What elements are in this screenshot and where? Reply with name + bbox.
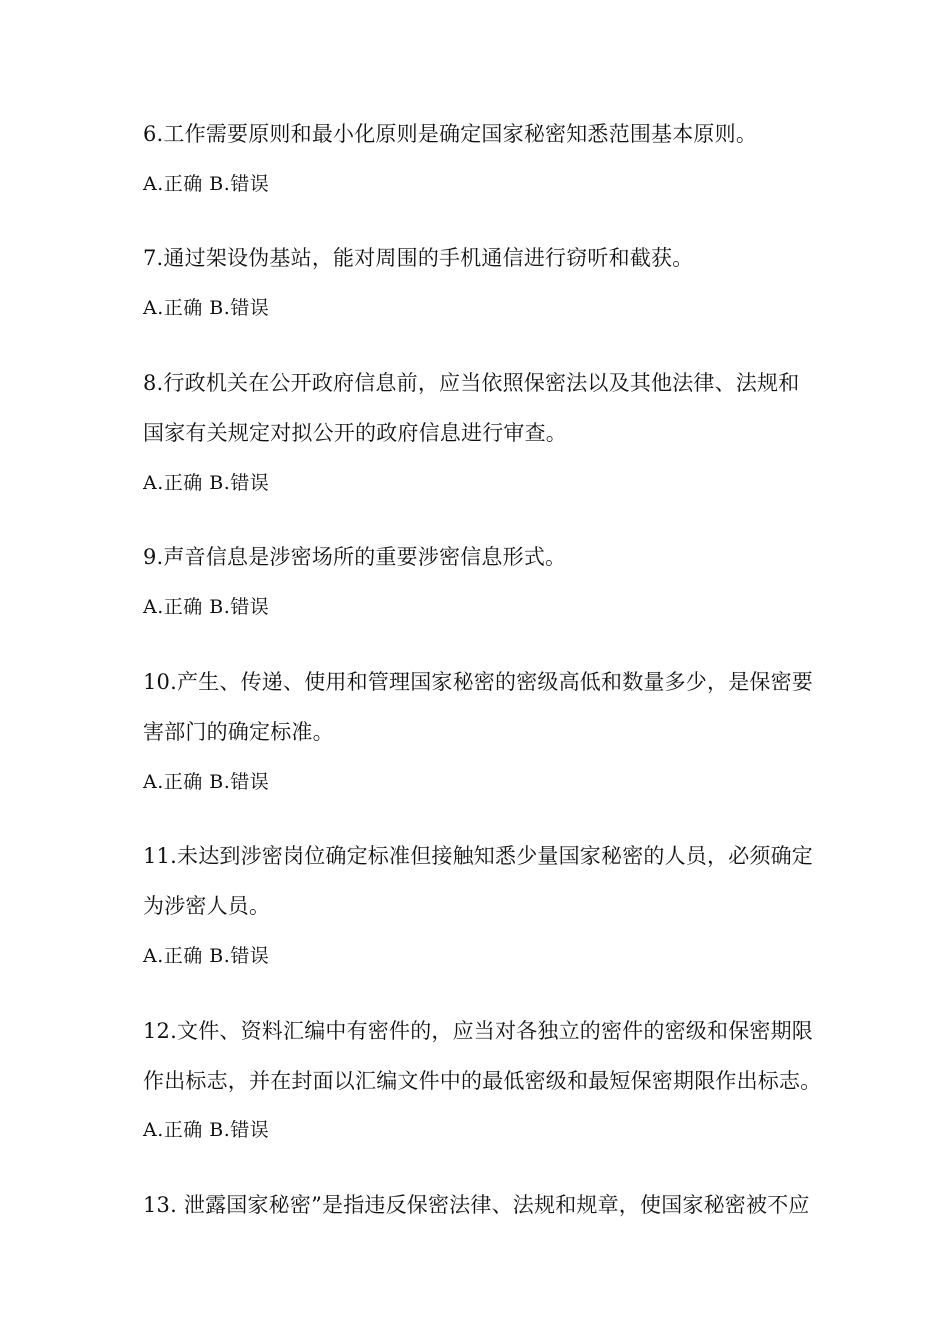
question-12-line-1: 12.文件、资料汇编中有密件的，应当对各独立的密件的密级和保密期限 xyxy=(143,1019,813,1043)
question-10-line-1: 10.产生、传递、使用和管理国家秘密的密级高低和数量多少，是保密要 xyxy=(143,670,813,694)
question-8-line-2: 国家有关规定对拟公开的政府信息进行审查。 xyxy=(143,421,567,445)
question-8-options: A.正确 B.错误 xyxy=(143,472,270,494)
question-10-line-2: 害部门的确定标准。 xyxy=(143,720,334,744)
question-7-options: A.正确 B.错误 xyxy=(143,297,270,319)
question-9-line-1: 9.声音信息是涉密场所的重要涉密信息形式。 xyxy=(143,545,567,569)
question-12-options: A.正确 B.错误 xyxy=(143,1119,270,1141)
question-8-line-1: 8.行政机关在公开政府信息前，应当依照保密法以及其他法律、法规和 xyxy=(143,371,800,395)
question-7-line-1: 7.通过架设伪基站，能对周围的手机通信进行窃听和截获。 xyxy=(143,246,694,270)
question-10-options: A.正确 B.错误 xyxy=(143,771,270,793)
question-6-options: A.正确 B.错误 xyxy=(143,173,270,195)
question-11-line-2: 为涉密人员。 xyxy=(143,894,271,918)
question-13-line-1: 13. 泄露国家秘密”是指违反保密法律、法规和规章，使国家秘密被不应 xyxy=(143,1193,810,1217)
question-6-line-1: 6.工作需要原则和最小化原则是确定国家秘密知悉范围基本原则。 xyxy=(143,122,758,146)
question-11-options: A.正确 B.错误 xyxy=(143,945,270,967)
question-11-line-1: 11.未达到涉密岗位确定标准但接触知悉少量国家秘密的人员，必须确定 xyxy=(143,844,813,868)
question-9-options: A.正确 B.错误 xyxy=(143,596,270,618)
question-12-line-2: 作出标志，并在封面以汇编文件中的最低密级和最短保密期限作出标志。 xyxy=(143,1069,822,1093)
